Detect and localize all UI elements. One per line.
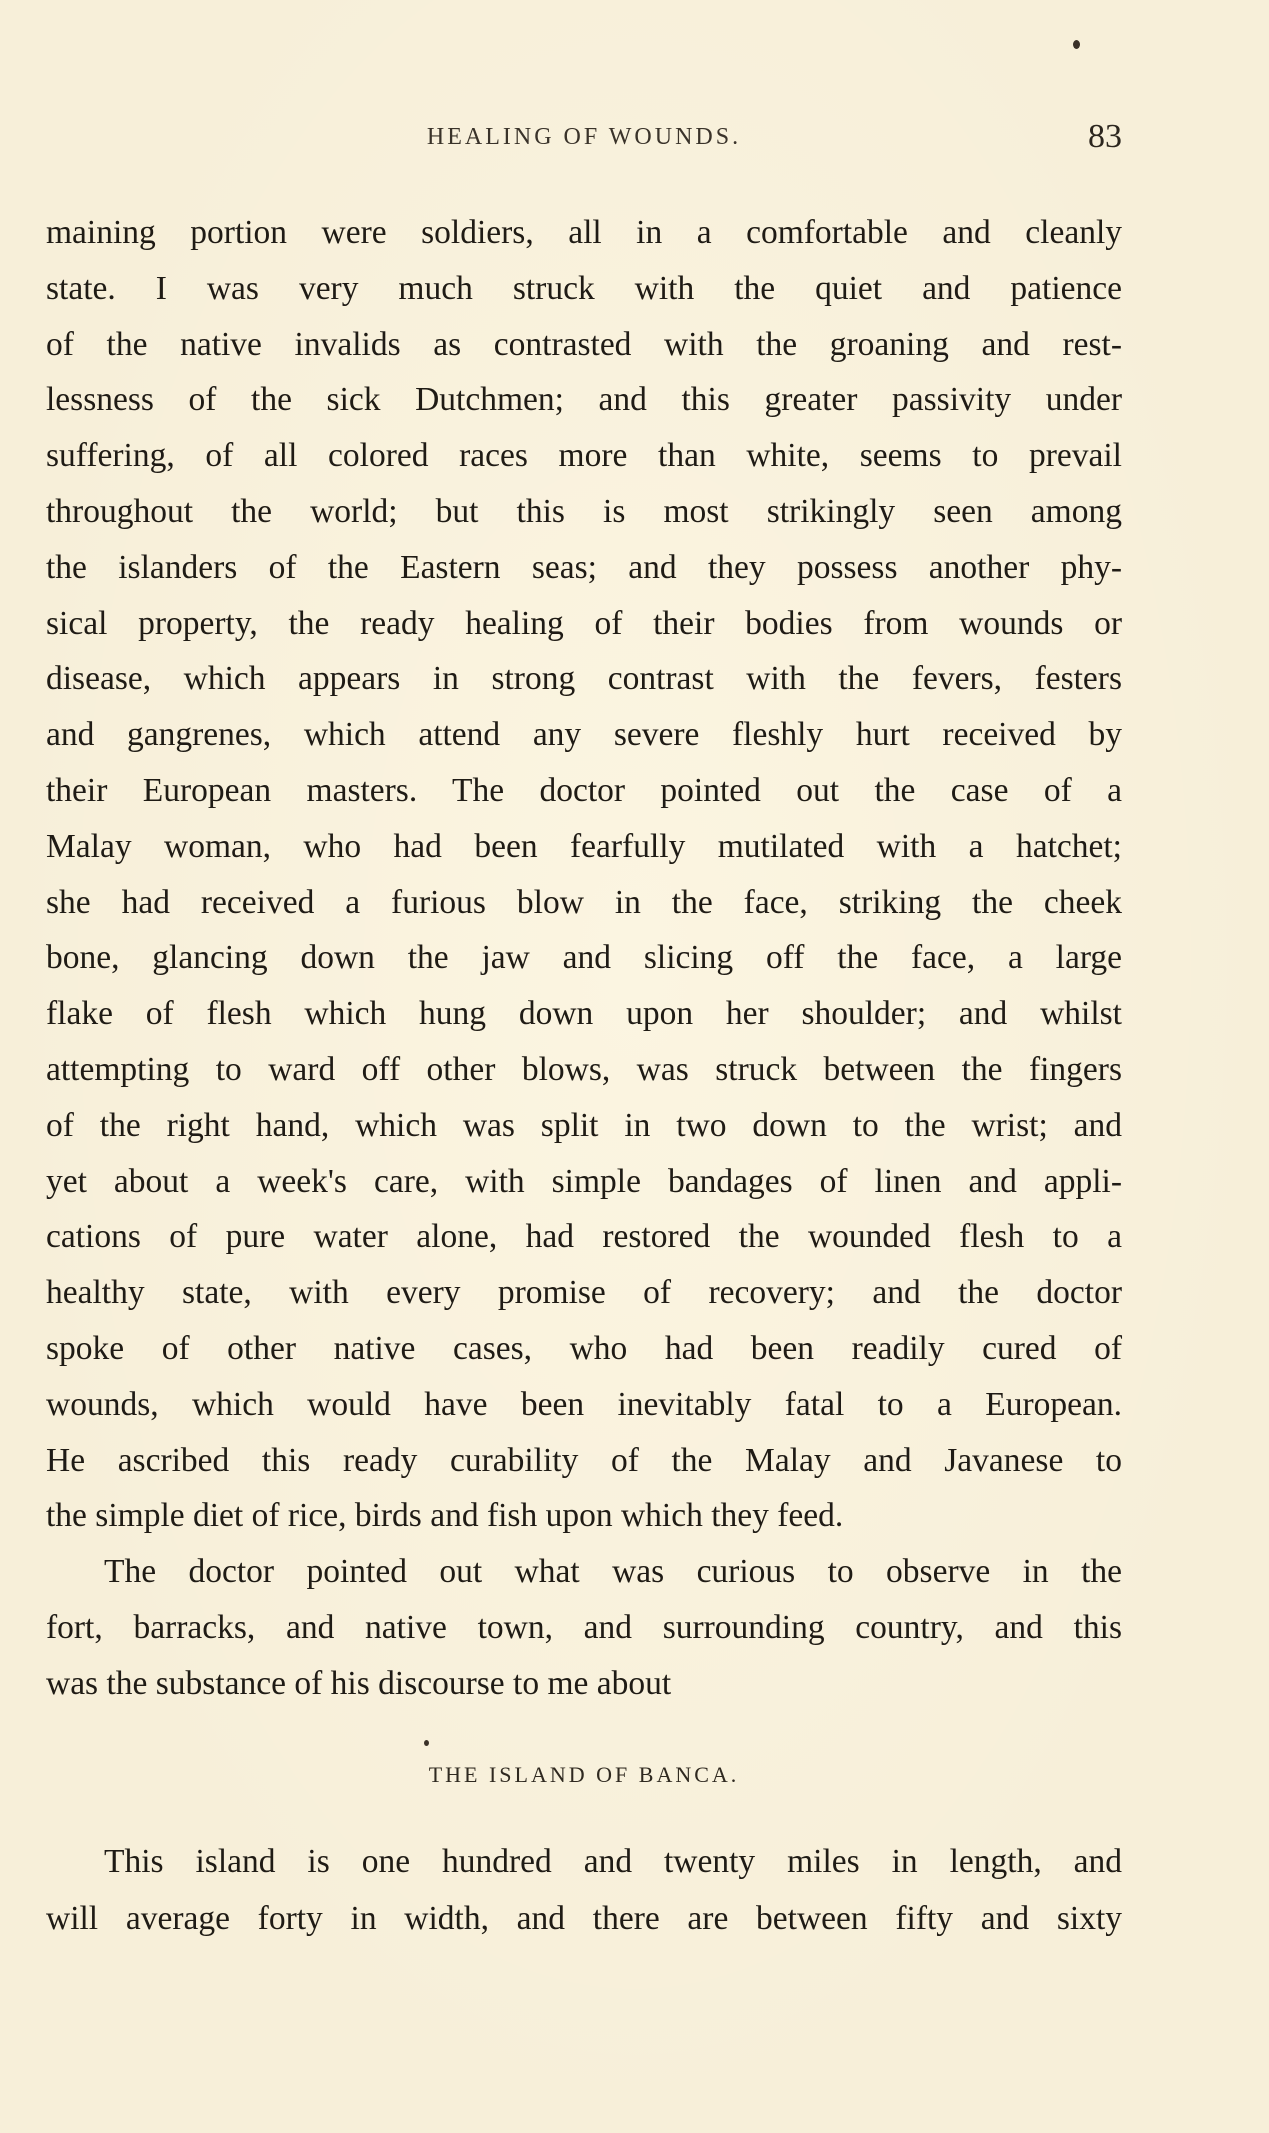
text-line: bone, glancing down the jaw and slicing off the face, a large [46, 939, 1122, 977]
body-text-continued [46, 1833, 1122, 1947]
text-line: healthy state, with every promise of recovery; and the doctor [46, 1274, 1122, 1312]
text-line: fort, barracks, and native town, and surrounding country, and this [46, 1608, 1122, 1646]
text-line: cations of pure water alone, had restored the wounded flesh to a [46, 1218, 1122, 1256]
text-line: He ascribed this ready curability of the Malay and Javanese to [46, 1441, 1122, 1479]
text-line: This island is one hundred and twenty miles in length, and [104, 1843, 1122, 1880]
ink-speck [1073, 40, 1080, 49]
text-line: suffering, of all colored races more than white, seems to prevail [46, 437, 1122, 475]
text-line: wounds, which would have been inevitably fatal to a European. [46, 1385, 1122, 1423]
text-line: sical property, the ready healing of their bodies from wounds or [46, 604, 1122, 642]
page-number: 83 [1088, 118, 1122, 155]
text-line: the simple diet of rice, birds and fish upon which they feed. [46, 1497, 844, 1535]
text-line: of the native invalids as contrasted with the groaning and rest- [46, 325, 1122, 363]
text-line: The doctor pointed out what was curious to observe in the [104, 1553, 1122, 1591]
text-line: attempting to ward off other blows, was struck between the fingers [46, 1050, 1122, 1088]
text-line: lessness of the sick Dutchmen; and this greater passivity under [46, 381, 1122, 419]
text-line: yet about a week's care, with simple bandages of linen and appli- [46, 1162, 1122, 1200]
section-heading: THE ISLAND OF BANCA. [428, 1762, 740, 1787]
running-title: HEALING OF WOUNDS. [426, 124, 742, 150]
text-line: spoke of other native cases, who had been readily cured of [46, 1329, 1122, 1367]
text-line: throughout the world; but this is most strikingly seen among [46, 492, 1122, 530]
text-line: their European masters. The doctor pointed out the case of a [46, 771, 1122, 809]
text-line: maining portion were soldiers, all in a comfortable and cleanly [46, 214, 1122, 251]
text-line: of the right hand, which was split in two down to the wrist; and [46, 1106, 1122, 1144]
text-line: she had received a furious blow in the face, striking the cheek [46, 883, 1122, 921]
text-line: will average forty in width, and there are between fifty and sixty [46, 1900, 1122, 1937]
text-line: disease, which appears in strong contrast with the fevers, festers [46, 660, 1122, 698]
page-header [46, 118, 1122, 162]
ink-speck [424, 1740, 429, 1746]
text-line: and gangrenes, which attend any severe fleshly hurt received by [46, 716, 1122, 754]
text-line: the islanders of the Eastern seas; and they possess another phy- [46, 548, 1122, 586]
text-line: state. I was very much struck with the quiet and patience [46, 269, 1122, 307]
text-line: Malay woman, who had been fearfully mutilated with a hatchet; [46, 827, 1122, 865]
body-text [46, 205, 1122, 1712]
text-line: was the substance of his discourse to me about [46, 1664, 672, 1702]
text-line: flake of flesh which hung down upon her shoulder; and whilst [46, 995, 1122, 1033]
